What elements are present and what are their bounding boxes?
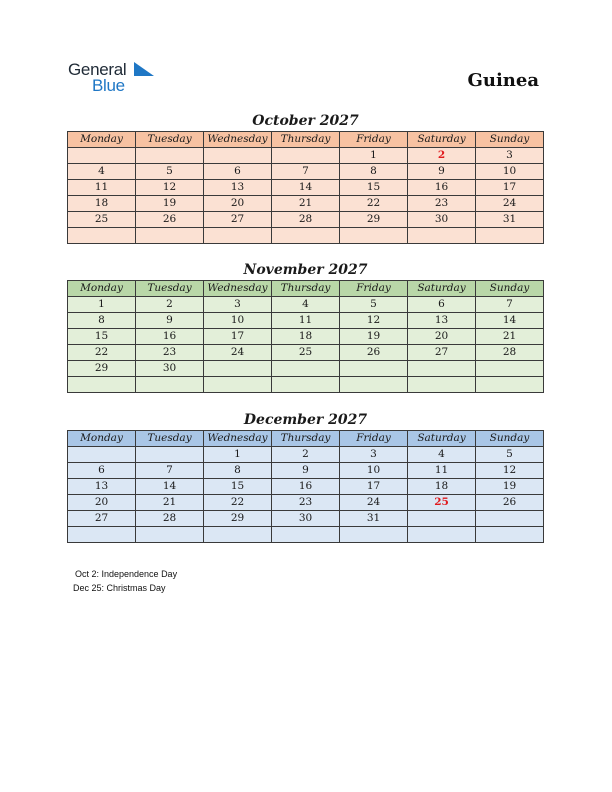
day-cell: 7 (476, 297, 544, 313)
day-cell: 22 (340, 196, 408, 212)
day-cell (136, 527, 204, 543)
week-row (68, 361, 544, 377)
week-row (68, 297, 544, 313)
day-cell: 27 (408, 345, 476, 361)
holiday-note: Oct 2: Independence Day (75, 569, 178, 579)
logo-text-blue: Blue (92, 76, 125, 95)
day-cell: 30 (408, 212, 476, 228)
day-cell: 29 (68, 361, 136, 377)
day-cell: 11 (68, 180, 136, 196)
week-row (68, 228, 544, 244)
day-cell: 13 (204, 180, 272, 196)
day-cell: 2 (272, 447, 340, 463)
day-cell: 3 (476, 148, 544, 164)
week-row (68, 180, 544, 196)
weekday-header: Sunday (476, 281, 544, 297)
day-cell: 30 (272, 511, 340, 527)
calendar-table (67, 430, 544, 543)
weekday-header: Friday (340, 431, 408, 447)
day-cell: 15 (340, 180, 408, 196)
day-cell: 27 (204, 212, 272, 228)
day-cell: 12 (476, 463, 544, 479)
day-cell (204, 377, 272, 393)
weekday-header: Saturday (408, 132, 476, 148)
day-cell: 4 (408, 447, 476, 463)
day-cell (68, 228, 136, 244)
day-cell (408, 361, 476, 377)
week-row (68, 164, 544, 180)
day-cell (204, 527, 272, 543)
week-row (68, 527, 544, 543)
day-cell: 3 (204, 297, 272, 313)
day-cell: 12 (340, 313, 408, 329)
day-cell: 5 (340, 297, 408, 313)
day-cell: 24 (340, 495, 408, 511)
day-cell: 14 (476, 313, 544, 329)
day-cell: 28 (136, 511, 204, 527)
week-row (68, 345, 544, 361)
day-cell (136, 447, 204, 463)
day-cell: 9 (272, 463, 340, 479)
day-cell: 24 (476, 196, 544, 212)
day-cell (272, 527, 340, 543)
day-cell: 23 (408, 196, 476, 212)
day-cell (476, 361, 544, 377)
day-cell (408, 377, 476, 393)
weekday-header: Sunday (476, 431, 544, 447)
week-row (68, 511, 544, 527)
day-cell (340, 377, 408, 393)
day-cell (204, 228, 272, 244)
day-cell: 5 (136, 164, 204, 180)
weekday-header: Thursday (272, 431, 340, 447)
day-cell (136, 228, 204, 244)
day-cell: 26 (340, 345, 408, 361)
day-cell: 8 (68, 313, 136, 329)
country-title: Guinea (467, 70, 539, 91)
day-cell: 1 (340, 148, 408, 164)
day-cell: 29 (204, 511, 272, 527)
weekday-header: Tuesday (136, 132, 204, 148)
weekday-header: Monday (68, 132, 136, 148)
day-cell: 17 (204, 329, 272, 345)
day-cell: 27 (68, 511, 136, 527)
week-row (68, 148, 544, 164)
day-cell: 30 (136, 361, 204, 377)
day-cell: 17 (340, 479, 408, 495)
day-cell (408, 527, 476, 543)
weekday-header: Thursday (272, 281, 340, 297)
weekday-header: Tuesday (136, 431, 204, 447)
month-title: November 2027 (243, 262, 368, 278)
day-cell: 14 (136, 479, 204, 495)
week-row (68, 196, 544, 212)
day-cell: 10 (340, 463, 408, 479)
day-cell: 7 (272, 164, 340, 180)
day-cell (204, 148, 272, 164)
day-cell (476, 511, 544, 527)
day-cell: 9 (136, 313, 204, 329)
weekday-header: Wednesday (204, 281, 272, 297)
weekday-header-row (68, 281, 544, 297)
day-cell: 9 (408, 164, 476, 180)
day-cell (408, 511, 476, 527)
day-cell: 4 (272, 297, 340, 313)
logo-text-general: General (68, 60, 127, 79)
brand-logo (68, 60, 168, 96)
day-cell: 18 (408, 479, 476, 495)
day-cell: 18 (68, 196, 136, 212)
day-cell: 6 (408, 297, 476, 313)
day-cell: 14 (272, 180, 340, 196)
weekday-header: Saturday (408, 281, 476, 297)
month-title: October 2027 (252, 113, 359, 129)
day-cell: 20 (68, 495, 136, 511)
weekday-header: Monday (68, 281, 136, 297)
day-cell (68, 447, 136, 463)
day-cell: 6 (204, 164, 272, 180)
day-cell: 12 (136, 180, 204, 196)
day-cell: 19 (340, 329, 408, 345)
day-cell: 21 (272, 196, 340, 212)
day-cell: 6 (68, 463, 136, 479)
day-cell: 3 (340, 447, 408, 463)
day-cell: 26 (136, 212, 204, 228)
day-cell (476, 527, 544, 543)
day-cell: 11 (408, 463, 476, 479)
weekday-header: Monday (68, 431, 136, 447)
day-cell: 23 (272, 495, 340, 511)
logo-flag-icon (134, 62, 154, 78)
weekday-header: Wednesday (204, 132, 272, 148)
day-cell: 31 (476, 212, 544, 228)
week-row (68, 212, 544, 228)
holiday-notes (73, 567, 177, 595)
day-cell: 10 (476, 164, 544, 180)
day-cell: 28 (476, 345, 544, 361)
day-cell (68, 527, 136, 543)
calendar-table (67, 131, 544, 244)
weekday-header: Saturday (408, 431, 476, 447)
day-cell: 31 (340, 511, 408, 527)
day-cell (272, 228, 340, 244)
day-cell (408, 228, 476, 244)
day-cell: 21 (476, 329, 544, 345)
day-cell (476, 228, 544, 244)
day-cell: 2 (408, 148, 476, 164)
day-cell: 20 (408, 329, 476, 345)
day-cell: 25 (68, 212, 136, 228)
day-cell: 24 (204, 345, 272, 361)
day-cell: 25 (272, 345, 340, 361)
day-cell: 15 (204, 479, 272, 495)
week-row (68, 479, 544, 495)
day-cell: 19 (476, 479, 544, 495)
day-cell (340, 228, 408, 244)
holiday-note: Dec 25: Christmas Day (73, 583, 166, 593)
month-november (67, 260, 544, 393)
day-cell: 16 (408, 180, 476, 196)
week-row (68, 463, 544, 479)
day-cell: 10 (204, 313, 272, 329)
weekday-header: Tuesday (136, 281, 204, 297)
day-cell: 26 (476, 495, 544, 511)
weekday-header: Friday (340, 132, 408, 148)
day-cell: 21 (136, 495, 204, 511)
weekday-header: Wednesday (204, 431, 272, 447)
day-cell: 4 (68, 164, 136, 180)
day-cell: 8 (204, 463, 272, 479)
week-row (68, 313, 544, 329)
day-cell: 15 (68, 329, 136, 345)
week-row (68, 329, 544, 345)
day-cell (68, 148, 136, 164)
month-title: December 2027 (243, 412, 368, 428)
weekday-header: Thursday (272, 132, 340, 148)
week-row (68, 447, 544, 463)
day-cell: 5 (476, 447, 544, 463)
day-cell (136, 148, 204, 164)
weekday-header-row (68, 132, 544, 148)
day-cell (136, 377, 204, 393)
day-cell: 19 (136, 196, 204, 212)
day-cell: 28 (272, 212, 340, 228)
day-cell: 17 (476, 180, 544, 196)
day-cell (204, 361, 272, 377)
day-cell: 20 (204, 196, 272, 212)
day-cell: 1 (204, 447, 272, 463)
month-october (67, 111, 544, 244)
calendar-table (67, 280, 544, 393)
day-cell: 25 (408, 495, 476, 511)
day-cell: 8 (340, 164, 408, 180)
day-cell (68, 377, 136, 393)
day-cell: 16 (136, 329, 204, 345)
day-cell: 13 (68, 479, 136, 495)
weekday-header: Sunday (476, 132, 544, 148)
day-cell: 13 (408, 313, 476, 329)
weekday-header-row (68, 431, 544, 447)
day-cell: 29 (340, 212, 408, 228)
day-cell: 1 (68, 297, 136, 313)
day-cell: 18 (272, 329, 340, 345)
day-cell: 11 (272, 313, 340, 329)
day-cell (340, 527, 408, 543)
weekday-header: Friday (340, 281, 408, 297)
month-december (67, 410, 544, 543)
day-cell: 16 (272, 479, 340, 495)
day-cell: 2 (136, 297, 204, 313)
day-cell (272, 148, 340, 164)
day-cell (272, 361, 340, 377)
day-cell: 22 (204, 495, 272, 511)
day-cell (476, 377, 544, 393)
week-row (68, 495, 544, 511)
day-cell: 23 (136, 345, 204, 361)
day-cell (340, 361, 408, 377)
week-row (68, 377, 544, 393)
day-cell (272, 377, 340, 393)
day-cell: 7 (136, 463, 204, 479)
day-cell: 22 (68, 345, 136, 361)
